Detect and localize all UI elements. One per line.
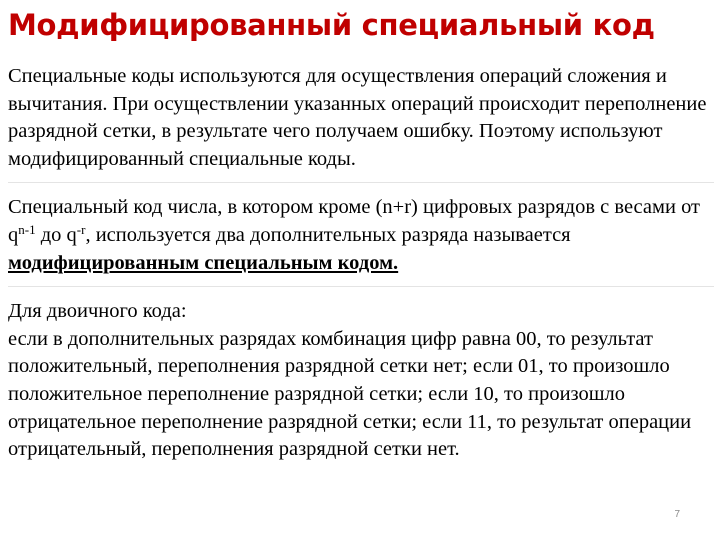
definition-text-end: , используется два дополнительных разряда называется	[85, 223, 571, 246]
page-number: 7	[674, 509, 680, 520]
paragraph-definition	[8, 182, 714, 277]
exponent-minus-r: -r	[76, 221, 86, 237]
slide-body	[8, 63, 714, 464]
definition-text-middle: до q	[35, 223, 77, 246]
slide-title: Модифицированный специальный код	[8, 8, 655, 42]
defined-term: модифицированным специальным кодом.	[8, 251, 399, 274]
binary-code-rules: если в дополнительных разрядах комбинация цифр равна 00, то результат положительный, переполнения разрядной сетки нет; если 01, то произошло положительное переполнение разрядной сетки; если 10, то произошло отрицательное переполнение разрядной сетки; если 11, то результат операции отрицательный, переполнения разрядной сетки нет.	[8, 327, 692, 461]
paragraph-special-codes: Специальные коды используются для осуществления операций сложения и вычитания. При осуществлении указанных операций происходит переполнение разрядной сетки, в результате чего получаем ошибку. Поэтому используют модифицированный специальные коды.	[8, 65, 707, 170]
exponent-n-minus-1: n-1	[18, 221, 36, 237]
definition-text-start: Специальный код числа, в котором кроме (n+r) цифровых разрядов с весами от q	[8, 196, 701, 246]
paragraph-binary-code	[8, 286, 714, 464]
binary-code-heading: Для двоичного кода:	[8, 300, 187, 323]
